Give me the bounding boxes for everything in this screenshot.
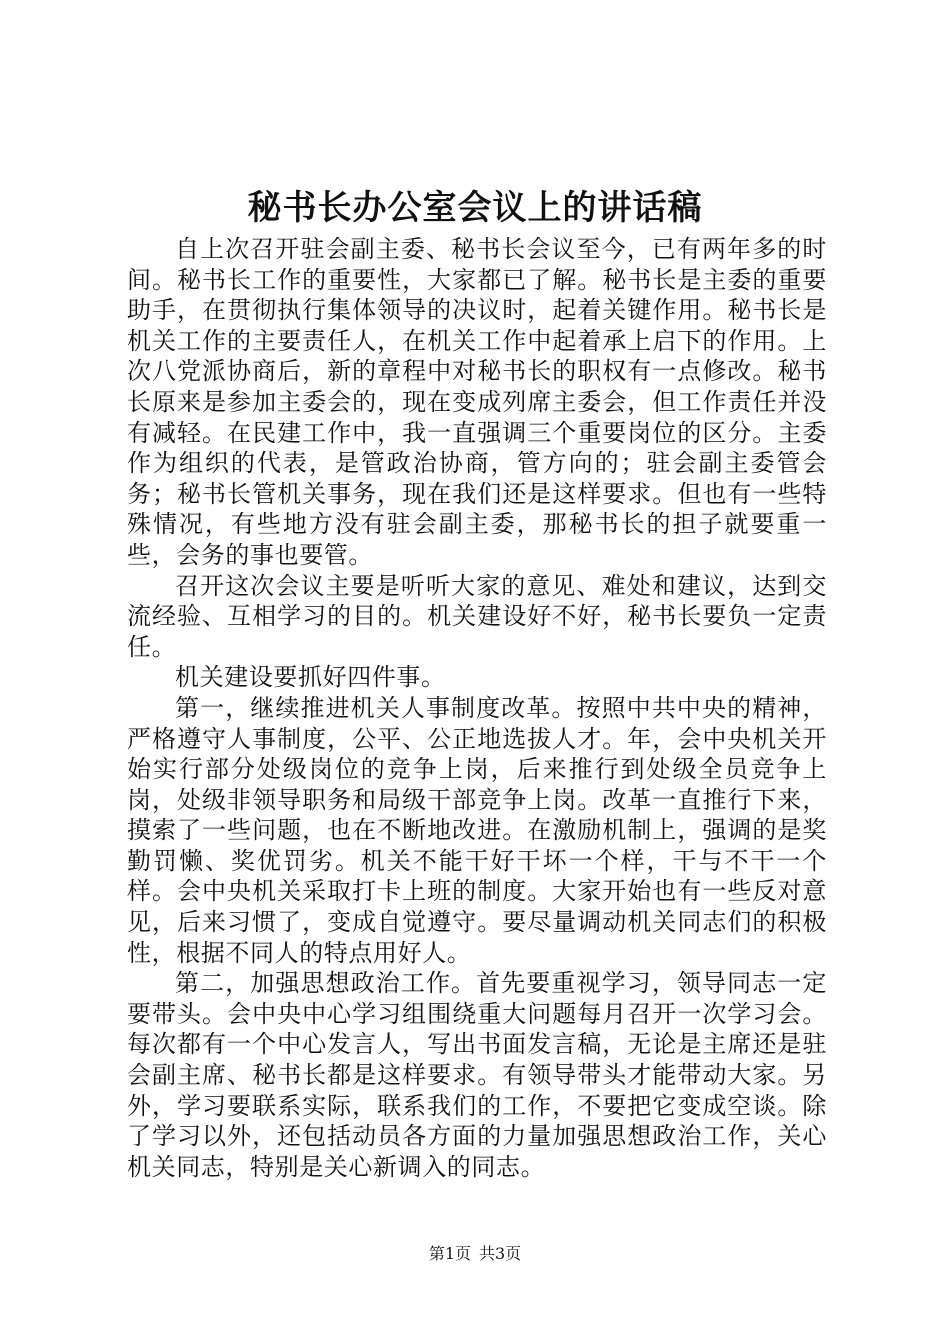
paragraph-5: 第二，加强思想政治工作。首先要重视学习，领导同志一定要带头。会中央中心学习组围绕重大问题每月召开一次学习会。每次都有一个中心发言人，写出书面发言稿，无论是主席还是驻会副主席、秘书长都是这样要求。有领导带头才能带动大家。另外，学习要联系实际，联系我们的工作，不要把它变成空谈。除了学习以外，还包括动员各方面的力量加强思想政治工作，关心机关同志，特别是关心新调入的同志。 xyxy=(127,969,827,1181)
page-footer xyxy=(0,1242,950,1266)
paragraph-3: 机关建设要抓好四件事。 xyxy=(175,663,446,692)
paragraph-4: 第一，继续推进机关人事制度改革。按照中共中央的精神，严格遵守人事制度，公平、公正地选拔人才。年，会中央机关开始实行部分处级岗位的竞争上岗，后来推行到处级全员竞争上岗，处级非领导职务和局级干部竞争上岗。改革一直推行下来，摸索了一些问题，也在不断地改进。在激励机制上，强调的是奖勤罚懒、奖优罚劣。机关不能干好干坏一个样，干与不干一个样。会中央机关采取打卡上班的制度。大家开始也有一些反对意见，后来习惯了，变成自觉遵守。要尽量调动机关同志们的积极性，根据不同人的特点用好人。 xyxy=(127,693,827,967)
page-total: 共3页 xyxy=(479,1244,522,1263)
paragraph-2: 召开这次会议主要是听听大家的意见、难处和建议，达到交流经验、互相学习的目的。机关建设好不好，秘书长要负一定责任。 xyxy=(127,571,827,661)
document-body xyxy=(127,234,827,1182)
document-title: 秘书长办公室会议上的讲话稿 xyxy=(247,188,703,228)
page-number: 第1页 xyxy=(428,1244,471,1263)
paragraph-1: 自上次召开驻会副主委、秘书长会议至今，已有两年多的时间。秘书长工作的重要性，大家都已了解。秘书长是主委的重要助手，在贯彻执行集体领导的决议时，起着关键作用。秘书长是机关工作的主要责任人，在机关工作中起着承上启下的作用。上次八党派协商后，新的章程中对秘书长的职权有一点修改。秘书长原来是参加主委会的，现在变成列席主委会，但工作责任并没有减轻。在民建工作中，我一直强调三个重要岗位的区分。主委作为组织的代表，是管政治协商，管方向的；驻会副主委管会务；秘书长管机关事务，现在我们还是这样要求。但也有一些特殊情况，有些地方没有驻会副主委，那秘书长的担子就要重一些，会务的事也要管。 xyxy=(127,235,827,569)
